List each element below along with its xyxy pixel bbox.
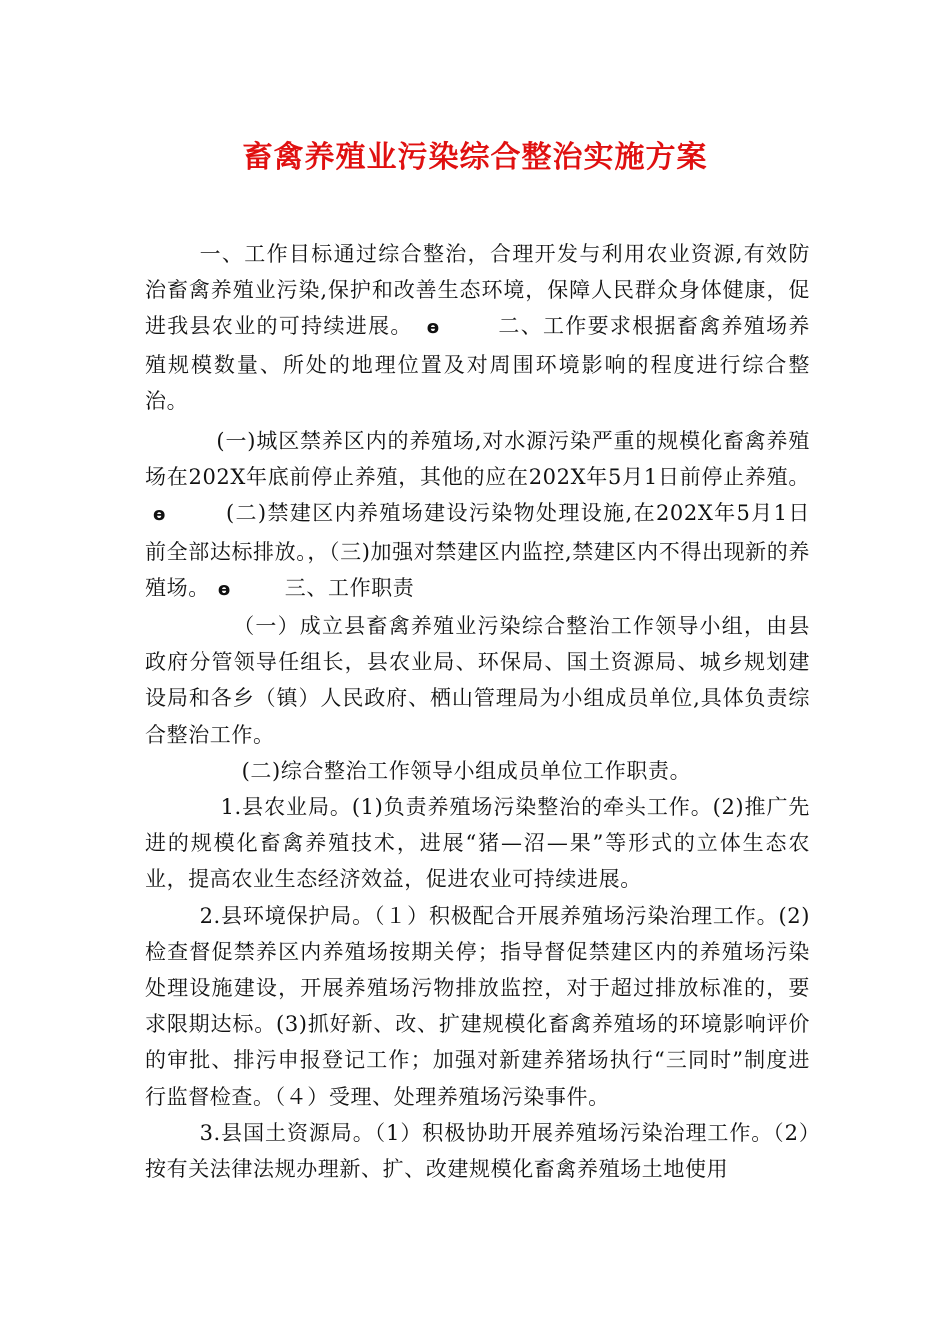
document-body xyxy=(145,236,810,1187)
paragraph-environment-bureau: 2.县环境保护局。（１）积极配合开展养殖场污染治理工作。(2)检查督促禁养区内养殖场按期关停；指导督促禁建区内的养殖场污染处理设施建设，开展养殖场污物排放监控，对于超过排放标准的，要求限期达标。(3)抓好新、改、扩建规模化畜禽养殖场的环境影响评价的审批、排污申报登记工作；加强对新建养猪场执行“三同时”制度进行监督检查。（４）受理、处理养殖场污染事件。 xyxy=(145,903,810,1109)
paragraph-mark: ɵ xyxy=(153,504,166,526)
paragraph-goals-requirements xyxy=(145,236,810,419)
paragraph-text: (一)城区禁养区内的养殖场,对水源污染严重的规模化畜禽养殖场在202X年底前停止养殖，其他的应在202X年5月1日前停止养殖。 xyxy=(145,429,810,490)
paragraph-member-duties: (二)综合整治工作领导小组成员单位工作职责。 xyxy=(241,758,692,783)
paragraph-text: (二)禁建区内养殖场建设污染物处理设施,在202X年5月1日前全部达标排放。，（三)加强对禁建区内监控,禁建区内不得出现新的养殖场。 xyxy=(145,501,810,600)
paragraph-agriculture-bureau: 1.县农业局。(1)负责养殖场污染整治的牵头工作。(2)推广先进的规模化畜禽养殖技术，进展“猪—沼—果”等形式的立体生态农业，提高农业生态经济效益，促进农业可持续进展。 xyxy=(145,795,810,892)
paragraph-mark: ɵ xyxy=(217,578,231,600)
paragraph-mark: ɵ xyxy=(426,317,440,339)
paragraph-prohibited-zones xyxy=(145,423,810,608)
paragraph-text: 二、工作要求根据畜禽养殖场养殖规模数量、所处的地理位置及对周围环境影响的程度进行综合整治。 xyxy=(145,314,810,413)
paragraph-text: 一、工作目标通过综合整治，合理开发与利用农业资源,有效防治畜禽养殖业污染,保护和改善生态环境，保障人民群众身体健康，促进我县农业的可持续进展。 xyxy=(145,242,810,339)
paragraph-text: 三、工作职责 xyxy=(284,575,415,600)
paragraph-leading-group: （一）成立县畜禽养殖业污染综合整治工作领导小组，由县政府分管领导任组长，县农业局、环保局、国土资源局、城乡规划建设局和各乡（镇）人民政府、栖山管理局为小组成员单位,具体负责综合整治工作。 xyxy=(145,614,810,747)
document-title: 畜禽养殖业污染综合整治实施方案 xyxy=(242,140,708,175)
paragraph-land-resources-bureau: 3.县国土资源局。（1）积极协助开展养殖场污染治理工作。（2）按有关法律法规办理新、扩、改建规模化畜禽养殖场土地使用 xyxy=(145,1120,810,1182)
